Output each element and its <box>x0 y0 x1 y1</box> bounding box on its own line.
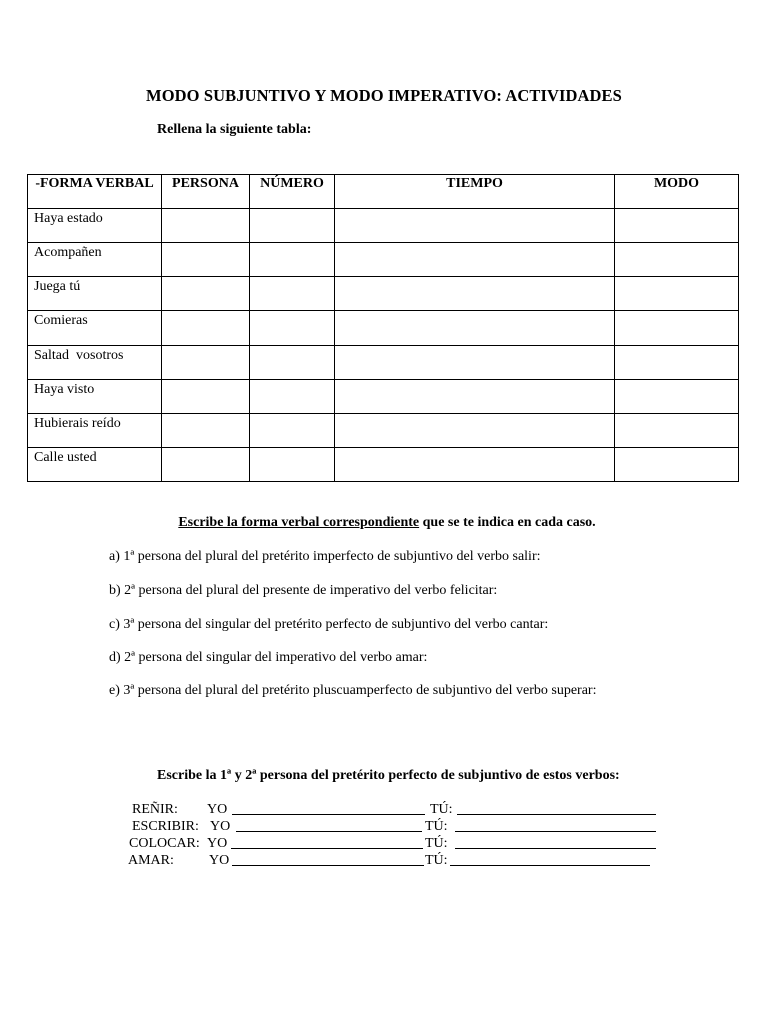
table-row <box>28 209 739 243</box>
header-persona: PERSONA <box>162 175 250 209</box>
tiempo-cell[interactable] <box>335 379 615 413</box>
persona-cell[interactable] <box>162 243 250 277</box>
verb-label: ESCRIBIR: <box>132 819 199 834</box>
modo-cell[interactable] <box>615 413 739 447</box>
persona-cell[interactable] <box>162 311 250 345</box>
table-row <box>28 413 739 447</box>
modo-cell[interactable] <box>615 379 739 413</box>
yo-answer-line[interactable] <box>232 853 424 866</box>
persona-cell[interactable] <box>162 413 250 447</box>
tu-answer-line[interactable] <box>455 819 656 832</box>
pronoun-tu: TÚ: <box>425 853 448 868</box>
pronoun-yo: YO <box>207 802 228 817</box>
pronoun-yo: YO <box>210 819 231 834</box>
tiempo-cell[interactable] <box>335 345 615 379</box>
exercise2-item: c) 3ª persona del singular del pretérito perfecto de subjuntivo del verbo cantar: <box>109 617 549 632</box>
tiempo-cell[interactable] <box>335 413 615 447</box>
numero-cell[interactable] <box>250 243 335 277</box>
pronoun-tu: TÚ: <box>425 836 448 851</box>
pronoun-yo: YO <box>207 836 228 851</box>
persona-cell[interactable] <box>162 379 250 413</box>
table-row <box>28 447 739 481</box>
exercise2-title <box>0 515 768 531</box>
tiempo-cell[interactable] <box>335 243 615 277</box>
verb-label: REÑIR: <box>132 802 178 817</box>
tiempo-cell[interactable] <box>335 209 615 243</box>
modo-cell[interactable] <box>615 243 739 277</box>
exercise2-title-underlined: Escribe la forma verbal correspondiente <box>178 515 420 530</box>
exercise2-item: a) 1ª persona del plural del pretérito imperfecto de subjuntivo del verbo salir: <box>109 549 541 564</box>
verb-form-cell: Haya estado <box>28 209 162 243</box>
verb-form-cell: Acompañen <box>28 243 162 277</box>
verb-table <box>27 174 739 482</box>
persona-cell[interactable] <box>162 277 250 311</box>
yo-answer-line[interactable] <box>232 802 425 815</box>
verb-form-cell: Calle usted <box>28 447 162 481</box>
page-title: MODO SUBJUNTIVO Y MODO IMPERATIVO: ACTIVIDADES <box>146 86 622 105</box>
persona-cell[interactable] <box>162 447 250 481</box>
table-row <box>28 243 739 277</box>
persona-cell[interactable] <box>162 345 250 379</box>
table-row <box>28 311 739 345</box>
modo-cell[interactable] <box>615 447 739 481</box>
modo-cell[interactable] <box>615 311 739 345</box>
pronoun-tu: TÚ: <box>425 819 448 834</box>
numero-cell[interactable] <box>250 209 335 243</box>
yo-answer-line[interactable] <box>231 836 423 849</box>
header-forma-verbal: -FORMA VERBAL <box>28 175 162 209</box>
numero-cell[interactable] <box>250 447 335 481</box>
tu-answer-line[interactable] <box>455 836 656 849</box>
verb-form-cell: Comieras <box>28 311 162 345</box>
header-modo: MODO <box>615 175 739 209</box>
tiempo-cell[interactable] <box>335 447 615 481</box>
table-row <box>28 345 739 379</box>
modo-cell[interactable] <box>615 345 739 379</box>
table-row <box>28 379 739 413</box>
tiempo-cell[interactable] <box>335 311 615 345</box>
yo-answer-line[interactable] <box>236 819 422 832</box>
numero-cell[interactable] <box>250 413 335 447</box>
numero-cell[interactable] <box>250 311 335 345</box>
verb-form-cell: Juega tú <box>28 277 162 311</box>
pronoun-yo: YO <box>209 853 230 868</box>
numero-cell[interactable] <box>250 345 335 379</box>
table-row <box>28 277 739 311</box>
numero-cell[interactable] <box>250 277 335 311</box>
verb-form-cell: Haya visto <box>28 379 162 413</box>
header-numero: NÚMERO <box>250 175 335 209</box>
exercise2-title-rest: que se te indica en cada caso. <box>419 515 596 530</box>
exercise3-title: Escribe la 1ª y 2ª persona del pretérito perfecto de subjuntivo de estos verbos: <box>157 768 620 783</box>
verb-label: COLOCAR: <box>129 836 200 851</box>
table-header-row <box>28 175 739 209</box>
tu-answer-line[interactable] <box>457 802 656 815</box>
verb-form-cell: Saltad vosotros <box>28 345 162 379</box>
tiempo-cell[interactable] <box>335 277 615 311</box>
numero-cell[interactable] <box>250 379 335 413</box>
table-instruction: Rellena la siguiente tabla: <box>157 122 312 137</box>
modo-cell[interactable] <box>615 209 739 243</box>
pronoun-tu: TÚ: <box>430 802 453 817</box>
tu-answer-line[interactable] <box>450 853 650 866</box>
verb-label: AMAR: <box>128 853 174 868</box>
exercise2-item: e) 3ª persona del plural del pretérito pluscuamperfecto de subjuntivo del verbo superar: <box>109 683 597 698</box>
verb-form-cell: Hubierais reído <box>28 413 162 447</box>
persona-cell[interactable] <box>162 209 250 243</box>
modo-cell[interactable] <box>615 277 739 311</box>
exercise2-item: b) 2ª persona del plural del presente de imperativo del verbo felicitar: <box>109 583 498 598</box>
exercise2-item: d) 2ª persona del singular del imperativo del verbo amar: <box>109 650 428 665</box>
header-tiempo: TIEMPO <box>335 175 615 209</box>
